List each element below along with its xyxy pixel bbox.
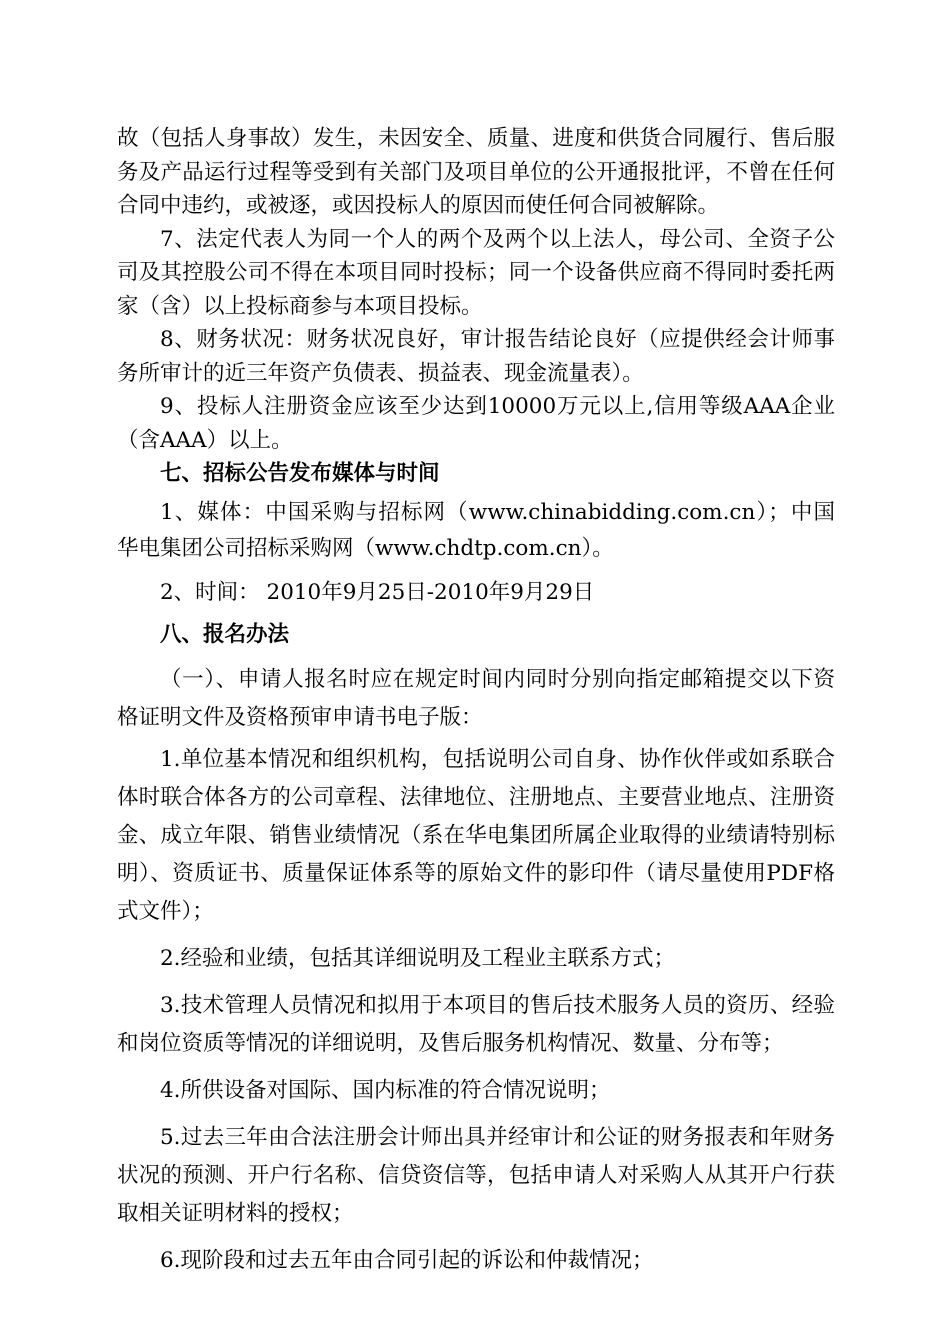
paragraph-item-7: 7、法定代表人为同一个人的两个及两个以上法人，母公司、全资子公司及其控股公司不得在本项目同时投标；同一个设备供应商不得同时委托两家（含）以上投标商参与本项目投标。 — [117, 226, 835, 319]
paragraph-req-3: 3.技术管理人员情况和拟用于本项目的售后技术服务人员的资历、经验和岗位资质等情况的详细说明，及售后服务机构情况、数量、分布等； — [117, 992, 835, 1056]
paragraph-item-8: 8、财务状况：财务状况良好，审计报告结论良好（应提供经会计师事务所审计的近三年资产负债表、损益表、现金流量表）。 — [117, 327, 835, 386]
paragraph-req-2: 2.经验和业绩，包括其详细说明及工程业主联系方式； — [160, 945, 676, 971]
section-heading-7: 七、招标公告发布媒体与时间 — [160, 461, 440, 486]
paragraph-req-4: 4.所供设备对国际、国内标准的符合情况说明； — [160, 1077, 611, 1103]
paragraph-req-1: 1.单位基本情况和组织机构，包括说明公司自身、协作伙伴或如系联合体时联合体各方的公司章程、法律地位、注册地点、主要营业地点、注册资金、成立年限、销售业绩情况（系在华电集团所属企业取得的业绩请特别标明）、资质证书、质量保证体系等的原始文件的影印件（请尽量使用PDF格式文件）； — [117, 746, 835, 924]
paragraph-time: 2、时间： 2010年9月25日-2010年9月29日 — [160, 579, 595, 605]
paragraph-registration-intro: （一）、申请人报名时应在规定时间内同时分别向指定邮箱提交以下资格证明文件及资格预审申请书电子版： — [117, 666, 835, 730]
section-heading-8: 八、报名办法 — [160, 622, 290, 647]
paragraph-media: 1、媒体：中国采购与招标网（www.chinabidding.com.cn）；中国华电集团公司招标采购网（www.chdtp.com.cn）。 — [117, 499, 835, 561]
document-body — [117, 122, 835, 1280]
paragraph-item-9: 9、投标人注册资金应该至少达到10000万元以上,信用等级AAA企业（含AAA）以上。 — [117, 394, 835, 453]
paragraph-req-5: 5.过去三年由合法注册会计师出具并经审计和公证的财务报表和年财务状况的预测、开户行名称、信贷资信等，包括申请人对采购人从其开户行获取相关证明材料的授权； — [117, 1124, 835, 1226]
paragraph-req-6: 6.现阶段和过去五年由合同引起的诉讼和仲裁情况； — [160, 1247, 654, 1273]
paragraph-continued-clause: 故（包括人身事故）发生，未因安全、质量、进度和供货合同履行、售后服务及产品运行过程等受到有关部门及项目单位的公开通报批评，不曾在任何合同中违约，或被逐，或因投标人的原因而使任何合同被解除。 — [117, 126, 835, 218]
